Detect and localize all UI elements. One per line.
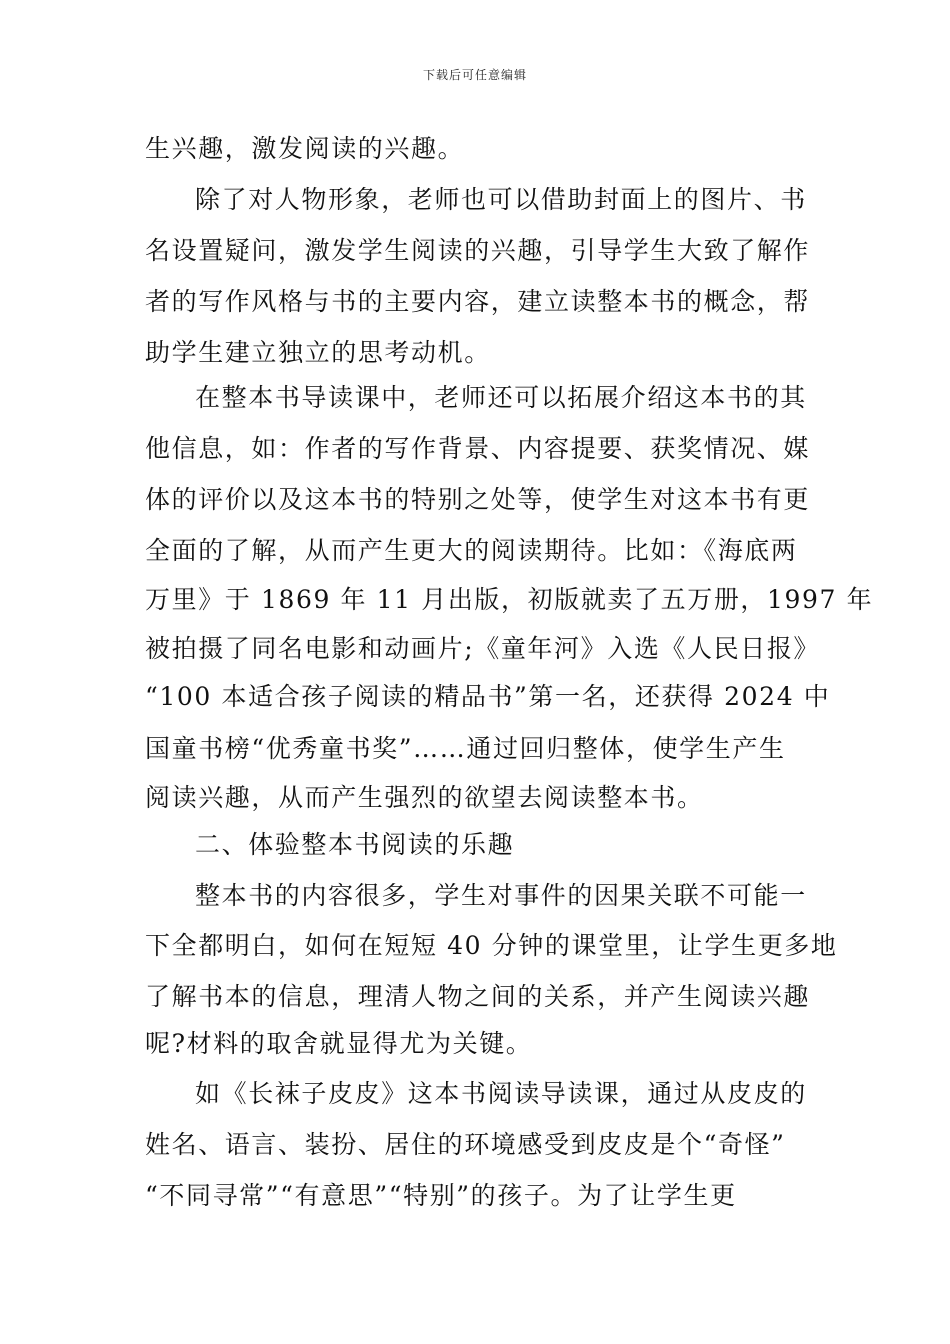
body-line: 下全都明白，如何在短短 40 分钟的课堂里，让学生更多地 bbox=[145, 931, 838, 960]
body-line: 万里》于 1869 年 11 月出版，初版就卖了五万册，1997 年 bbox=[145, 585, 874, 614]
section-heading: 二、体验整本书阅读的乐趣 bbox=[195, 830, 515, 859]
body-line: “不同寻常”“有意思”“特别”的孩子。为了让学生更 bbox=[145, 1181, 737, 1210]
header-note: 下载后可任意编辑 bbox=[422, 68, 527, 82]
paragraph-first-line: 如《长袜子皮皮》这本书阅读导读课，通过从皮皮的 bbox=[195, 1079, 807, 1108]
body-line: 阅读兴趣，从而产生强烈的欲望去阅读整本书。 bbox=[145, 783, 704, 812]
body-line: 国童书榜“优秀童书奖”……通过回归整体，使学生产生 bbox=[145, 734, 786, 763]
body-line: 被拍摄了同名电影和动画片;《童年河》入选《人民日报》 bbox=[145, 634, 821, 663]
body-line: 姓名、语言、装扮、居住的环境感受到皮皮是个“奇怪” bbox=[145, 1130, 786, 1159]
body-line: 了解书本的信息，理清人物之间的关系，并产生阅读兴趣 bbox=[145, 982, 811, 1011]
paragraph-first-line: 整本书的内容很多，学生对事件的因果关联不可能一 bbox=[195, 881, 807, 910]
paragraph-first-line: 除了对人物形象，老师也可以借助封面上的图片、书 bbox=[195, 185, 807, 214]
body-line: 他信息，如：作者的写作背景、内容提要、获奖情况、媒 bbox=[145, 434, 811, 463]
body-line: 者的写作风格与书的主要内容，建立读整本书的概念，帮 bbox=[145, 287, 811, 316]
body-line: 呢?材料的取舍就显得尤为关键。 bbox=[145, 1029, 533, 1058]
body-line: 全面的了解，从而产生更大的阅读期待。比如：《海底两 bbox=[145, 536, 798, 565]
body-line: 体的评价以及这本书的特别之处等，使学生对这本书有更 bbox=[145, 485, 811, 514]
body-line: 助学生建立独立的思考动机。 bbox=[145, 338, 491, 367]
body-line: 生兴趣，激发阅读的兴趣。 bbox=[145, 134, 465, 163]
body-line: 名设置疑问，激发学生阅读的兴趣，引导学生大致了解作 bbox=[145, 236, 811, 265]
paragraph-first-line: 在整本书导读课中，老师还可以拓展介绍这本书的其 bbox=[195, 383, 807, 412]
body-line: “100 本适合孩子阅读的精品书”第一名，还获得 2024 中 bbox=[145, 682, 831, 711]
